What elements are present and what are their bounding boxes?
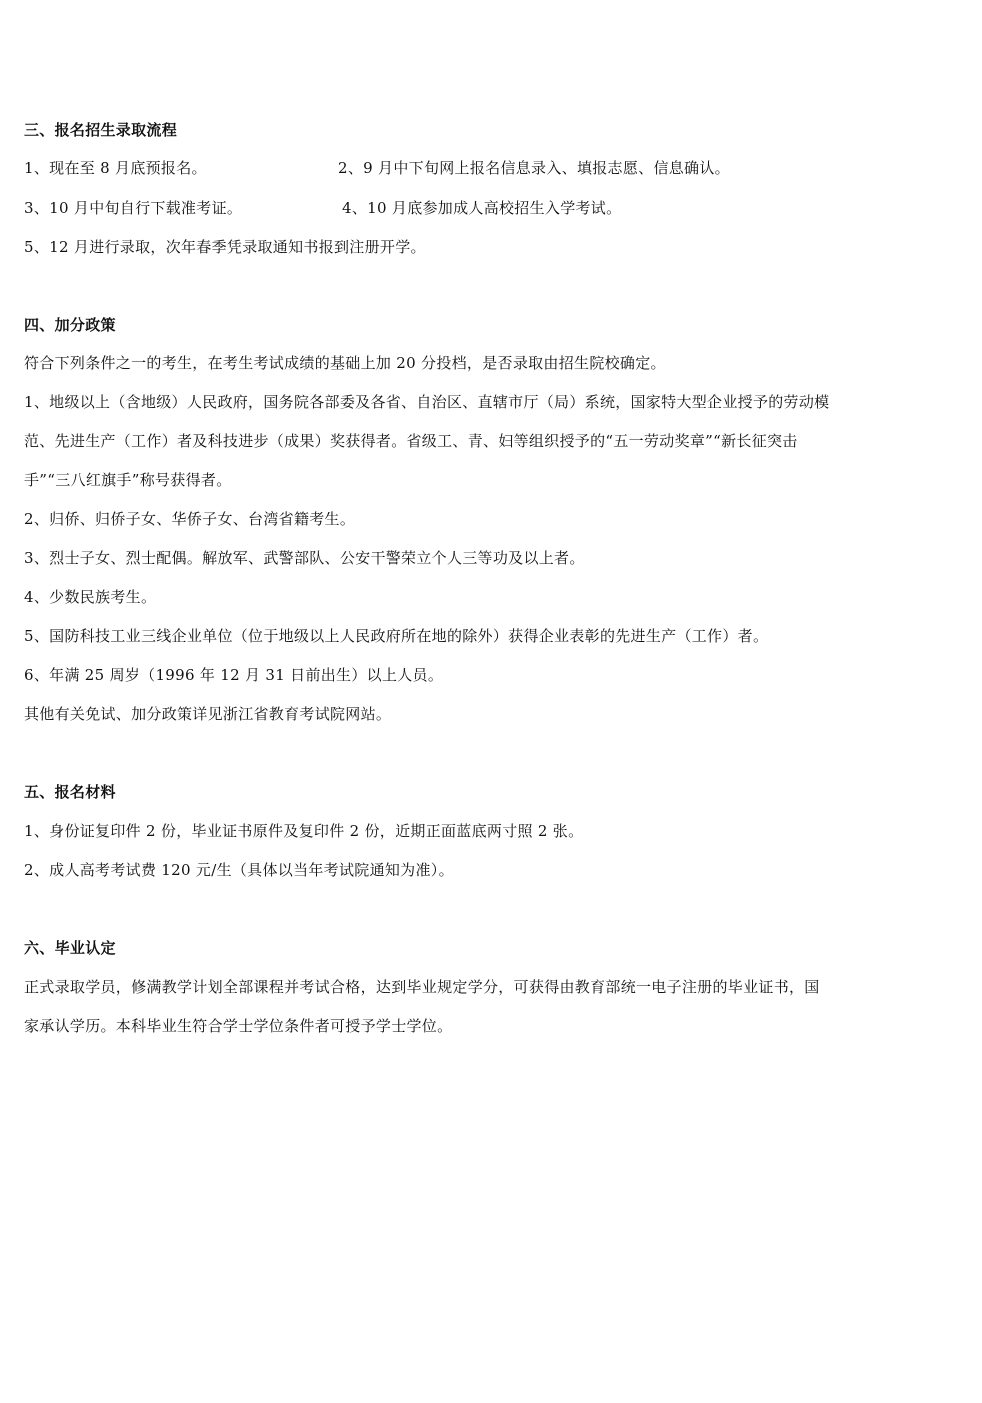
section-4-item-5: 5、国防科技工业三线企业单位（位于地级以上人民政府所在地的除外）获得企业表彰的先进生产（工作）者。 bbox=[24, 627, 769, 645]
section-3-row-2 bbox=[24, 198, 944, 218]
section-6-line-1: 正式录取学员，修满教学计划全部课程并考试合格，达到毕业规定学分，可获得由教育部统一电子注册的毕业证书，国 bbox=[24, 978, 820, 996]
section-3-title: 三、报名招生录取流程 bbox=[24, 121, 178, 139]
section-3-item-3: 3、10 月中旬自行下载准考证。 bbox=[24, 199, 243, 217]
section-3-item-5: 5、12 月进行录取，次年春季凭录取通知书报到注册开学。 bbox=[24, 238, 426, 256]
section-4-title: 四、加分政策 bbox=[24, 316, 116, 334]
section-4-item-1-line-2: 范、先进生产（工作）者及科技进步（成果）奖获得者。省级工、青、妇等组织授予的“五一劳动奖章”“新长征突击 bbox=[24, 432, 798, 450]
section-4-item-3: 3、烈士子女、烈士配偶。解放军、武警部队、公安干警荣立个人三等功及以上者。 bbox=[24, 549, 585, 567]
section-4-item-4: 4、少数民族考生。 bbox=[24, 588, 157, 606]
section-6-line-2: 家承认学历。本科毕业生符合学士学位条件者可授予学士学位。 bbox=[24, 1017, 453, 1035]
section-3-row-1 bbox=[24, 158, 944, 178]
section-5-title: 五、报名材料 bbox=[24, 783, 116, 801]
section-4-item-6: 6、年满 25 周岁（1996 年 12 月 31 日前出生）以上人员。 bbox=[24, 666, 444, 684]
section-6-title: 六、毕业认定 bbox=[24, 939, 116, 957]
section-3-item-1: 1、现在至 8 月底预报名。 bbox=[24, 159, 207, 177]
section-5-item-2: 2、成人高考考试费 120 元/生（具体以当年考试院通知为准）。 bbox=[24, 861, 454, 879]
section-4-item-1-line-3: 手”“三八红旗手”称号获得者。 bbox=[24, 471, 232, 489]
section-5-item-1: 1、身份证复印件 2 份，毕业证书原件及复印件 2 份，近期正面蓝底两寸照 2 张。 bbox=[24, 822, 584, 840]
section-3-item-4: 4、10 月底参加成人高校招生入学考试。 bbox=[342, 199, 622, 217]
section-4-intro: 符合下列条件之一的考生，在考生考试成绩的基础上加 20 分投档，是否录取由招生院校确定。 bbox=[24, 354, 666, 372]
section-4-item-2: 2、归侨、归侨子女、华侨子女、台湾省籍考生。 bbox=[24, 510, 356, 528]
section-4-item-1-line-1: 1、地级以上（含地级）人民政府，国务院各部委及各省、自治区、直辖市厅（局）系统，国家特大型企业授予的劳动模 bbox=[24, 393, 830, 411]
section-4-footer: 其他有关免试、加分政策详见浙江省教育考试院网站。 bbox=[24, 705, 392, 723]
section-3-item-2: 2、9 月中下旬网上报名信息录入、填报志愿、信息确认。 bbox=[338, 159, 730, 177]
